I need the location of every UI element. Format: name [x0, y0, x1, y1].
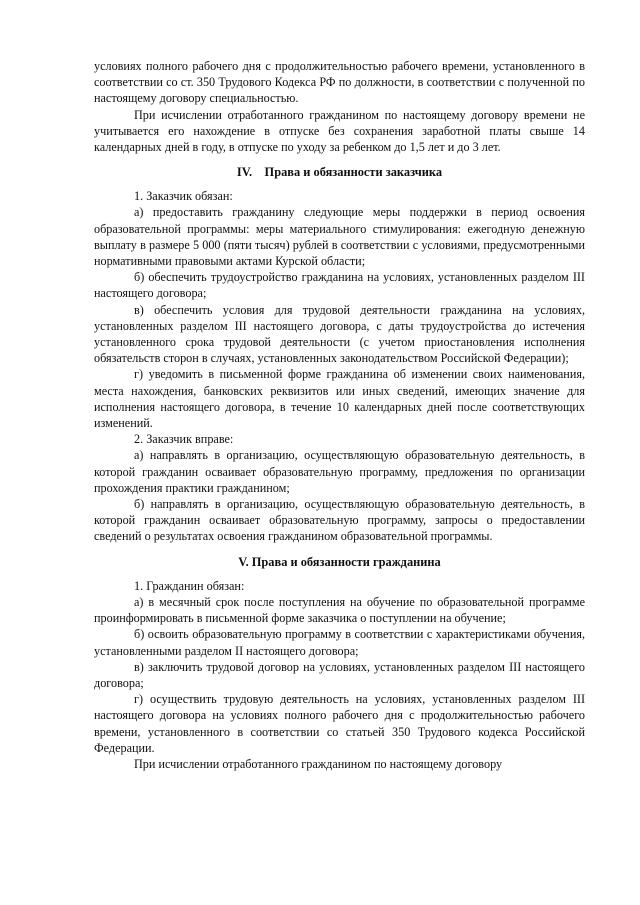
clause: б) обеспечить трудоустройство гражданина на условиях, установленных разделом III настоящего договора; — [94, 270, 585, 301]
clause: а) в месячный срок после поступления на обучение по образовательной программе проинформировать в письменной форме заказчика о поступлении на обучение; — [94, 594, 585, 626]
paragraph: При исчислении отработанного гражданином по настоящему договору времени не учитывается его нахождение в отпуске без сохранения заработной платы свыше 14 календарных дней в году, в отпуске по уходу за ребенком до 1,5 лет и до 3 лет. — [94, 107, 585, 155]
clause: 2. Заказчик вправе: — [134, 432, 234, 447]
paragraph: условиях полного рабочего дня с продолжительностью рабочего времени, установленного в соответствии со ст. 350 Трудового Кодекса РФ по должности, в соответствии с полученной по настоящему договору специальностью. — [94, 59, 585, 106]
clause: а) предоставить гражданину следующие меры поддержки в период освоения образовательной программы: меры материального стимулирования: ежегодную денежную выплату в размере 5 000 (пяти тысяч) рублей в соответствии с условиями, предусмотренными нормативными правовыми актами Курской области; — [94, 205, 585, 269]
clause: При исчислении отработанного гражданином по настоящему договору — [134, 756, 503, 771]
clause: б) направлять в организацию, осуществляющую образовательную деятельность, в которой гражданин осваивает образовательную программу, запросы о предоставлении сведений о результатах освоения гражданином образовательной программы. — [94, 497, 585, 544]
clause: 1. Гражданин обязан: — [134, 578, 245, 593]
clause: в) заключить трудовой договор на условиях, установленных разделом III настоящего договора; — [94, 659, 585, 690]
clause: г) осуществить трудовую деятельность на условиях, установленных разделом III настоящего договора на условиях полного рабочего дня с продолжительностью рабочего времени, установленного в соответствии со статьей 350 Трудового кодекса Российской Федерации. — [94, 692, 585, 755]
clause: а) направлять в организацию, осуществляющую образовательную деятельность, в которой гражданин осваивает образовательную программу, предложения по организации прохождения практики гражданином; — [94, 448, 585, 495]
section-heading-5: V. Права и обязанности гражданина — [238, 554, 441, 569]
clause: в) обеспечить условия для трудовой деятельности гражданина на условиях, установленных разделом III настоящего договора, с даты трудоустройства до истечения установленного срока трудовой деятельности (с учетом приостановления исполнения обязательств сторон в случаях, установленных законодательством Российской Федерации); — [94, 302, 585, 366]
clause: б) освоить образовательную программу в соответствии с характеристиками обучения, установленными разделом II настоящего договора; — [94, 627, 585, 658]
clause: 1. Заказчик обязан: — [134, 189, 233, 204]
clause: г) уведомить в письменной форме гражданина об изменении своих наименования, места нахождения, банковских реквизитов или иных сведений, имеющих значение для исполнения настоящего договора, в течение 10 календарных дней после соответствующих изменений. — [94, 367, 585, 431]
section-heading-4: IV. Права и обязанности заказчика — [236, 165, 443, 180]
